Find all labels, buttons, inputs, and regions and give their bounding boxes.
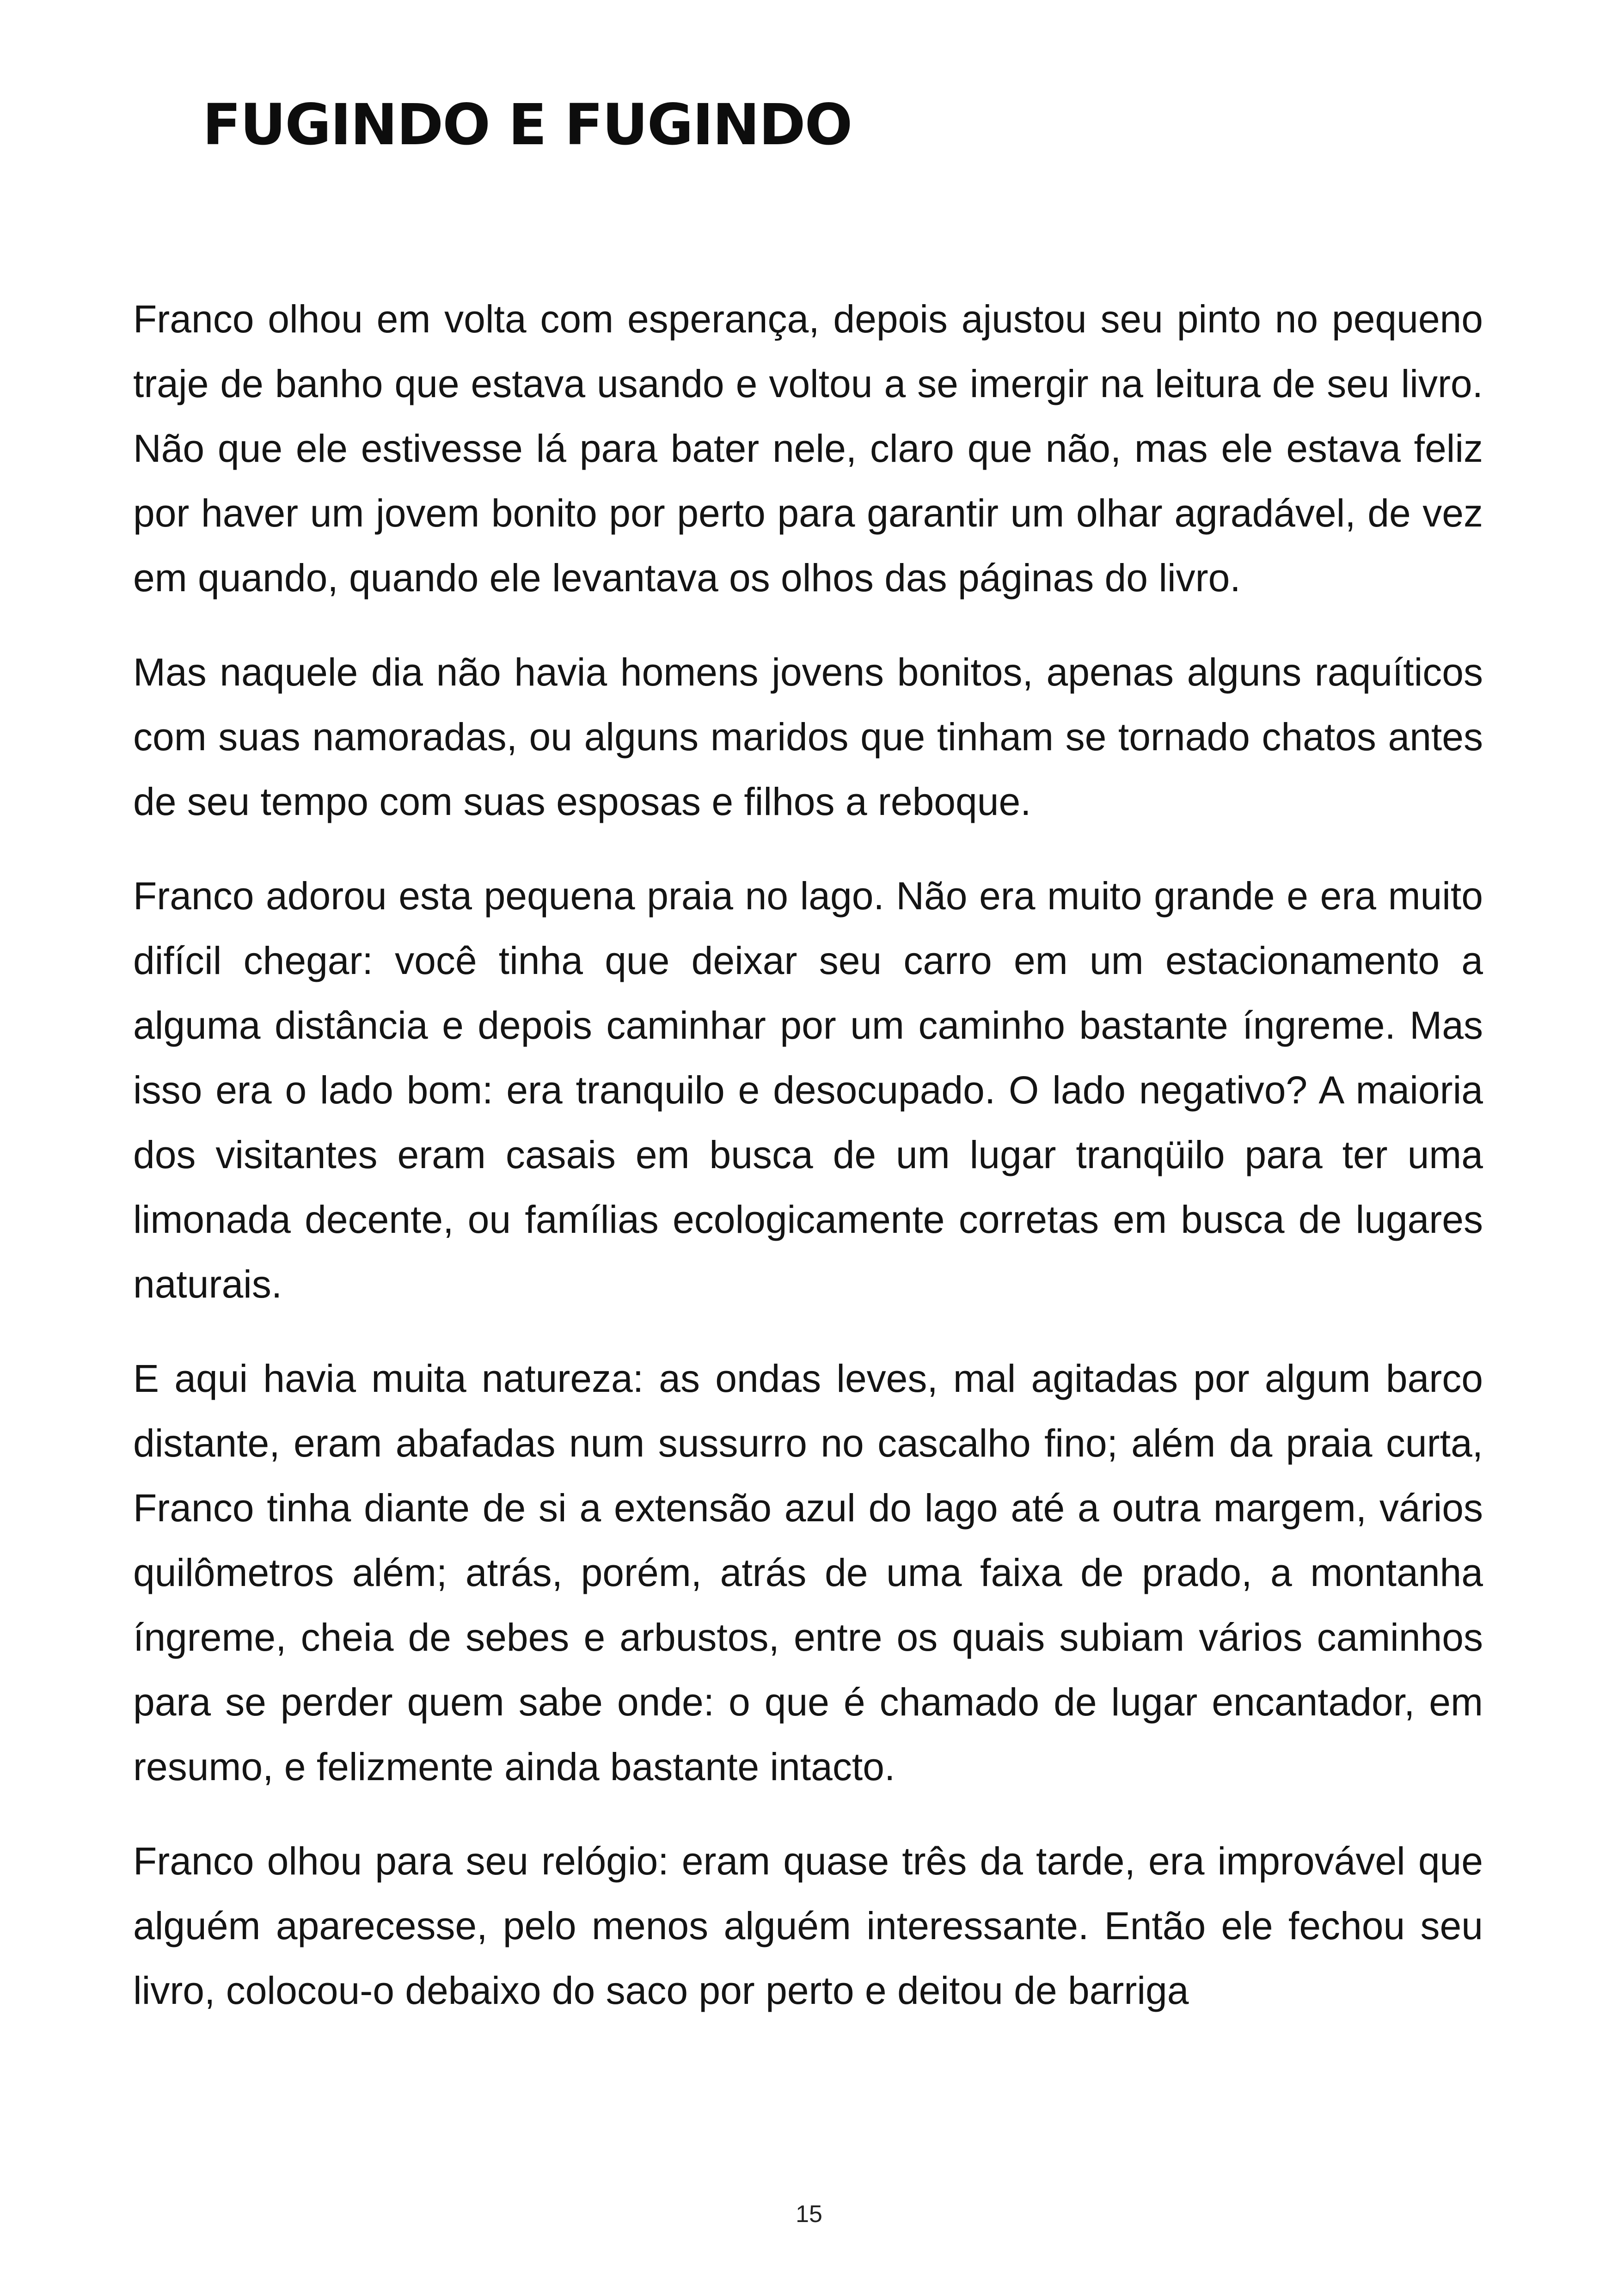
paragraph: Mas naquele dia não havia homens jovens bonitos, apenas alguns raquíticos com suas namoradas, ou alguns maridos que tinham se tornado chatos antes de seu tempo com suas esposas e filhos a reboque. xyxy=(133,650,1483,823)
paragraph: E aqui havia muita natureza: as ondas leves, mal agitadas por algum barco distante, eram abafadas num sussurro no cascalho fino; além da praia curta, Franco tinha diante de si a extensão azul do lago até a outra margem, vários quilômetros além; atrás, porém, atrás de uma faixa de prado, a montanha íngreme, cheia de sebes e arbustos, entre os quais subiam vários caminhos para se perder quem sabe onde: o que é chamado de lugar encantador, em resumo, e felizmente ainda bastante intacto. xyxy=(133,1357,1483,1788)
paragraph: Franco olhou para seu relógio: eram quase três da tarde, era improvável que alguém aparecesse, pelo menos alguém interessante. Então ele fechou seu livro, colocou-o debaixo do saco por perto e deitou de barriga xyxy=(133,1839,1483,2012)
chapter-title: FUGINDO E FUGINDO xyxy=(202,92,852,158)
body-text xyxy=(133,287,1483,2052)
paragraph: Franco adorou esta pequena praia no lago. Não era muito grande e era muito difícil chegar: você tinha que deixar seu carro em um estacionamento a alguma distância e depois caminhar por um caminho bastante íngreme. Mas isso era o lado bom: era tranquilo e desocupado. O lado negativo? A maioria dos visitantes eram casais em busca de um lugar tranqüilo para ter uma limonada decente, ou famílias ecologicamente corretas em busca de lugares naturais. xyxy=(133,874,1483,1306)
page-number: 15 xyxy=(796,2201,822,2228)
paragraph: Franco olhou em volta com esperança, depois ajustou seu pinto no pequeno traje de banho que estava usando e voltou a se imergir na leitura de seu livro. Não que ele estivesse lá para bater nele, claro que não, mas ele estava feliz por haver um jovem bonito por perto para garantir um olhar agradável, de vez em quando, quando ele levantava os olhos das páginas do livro. xyxy=(133,297,1483,600)
